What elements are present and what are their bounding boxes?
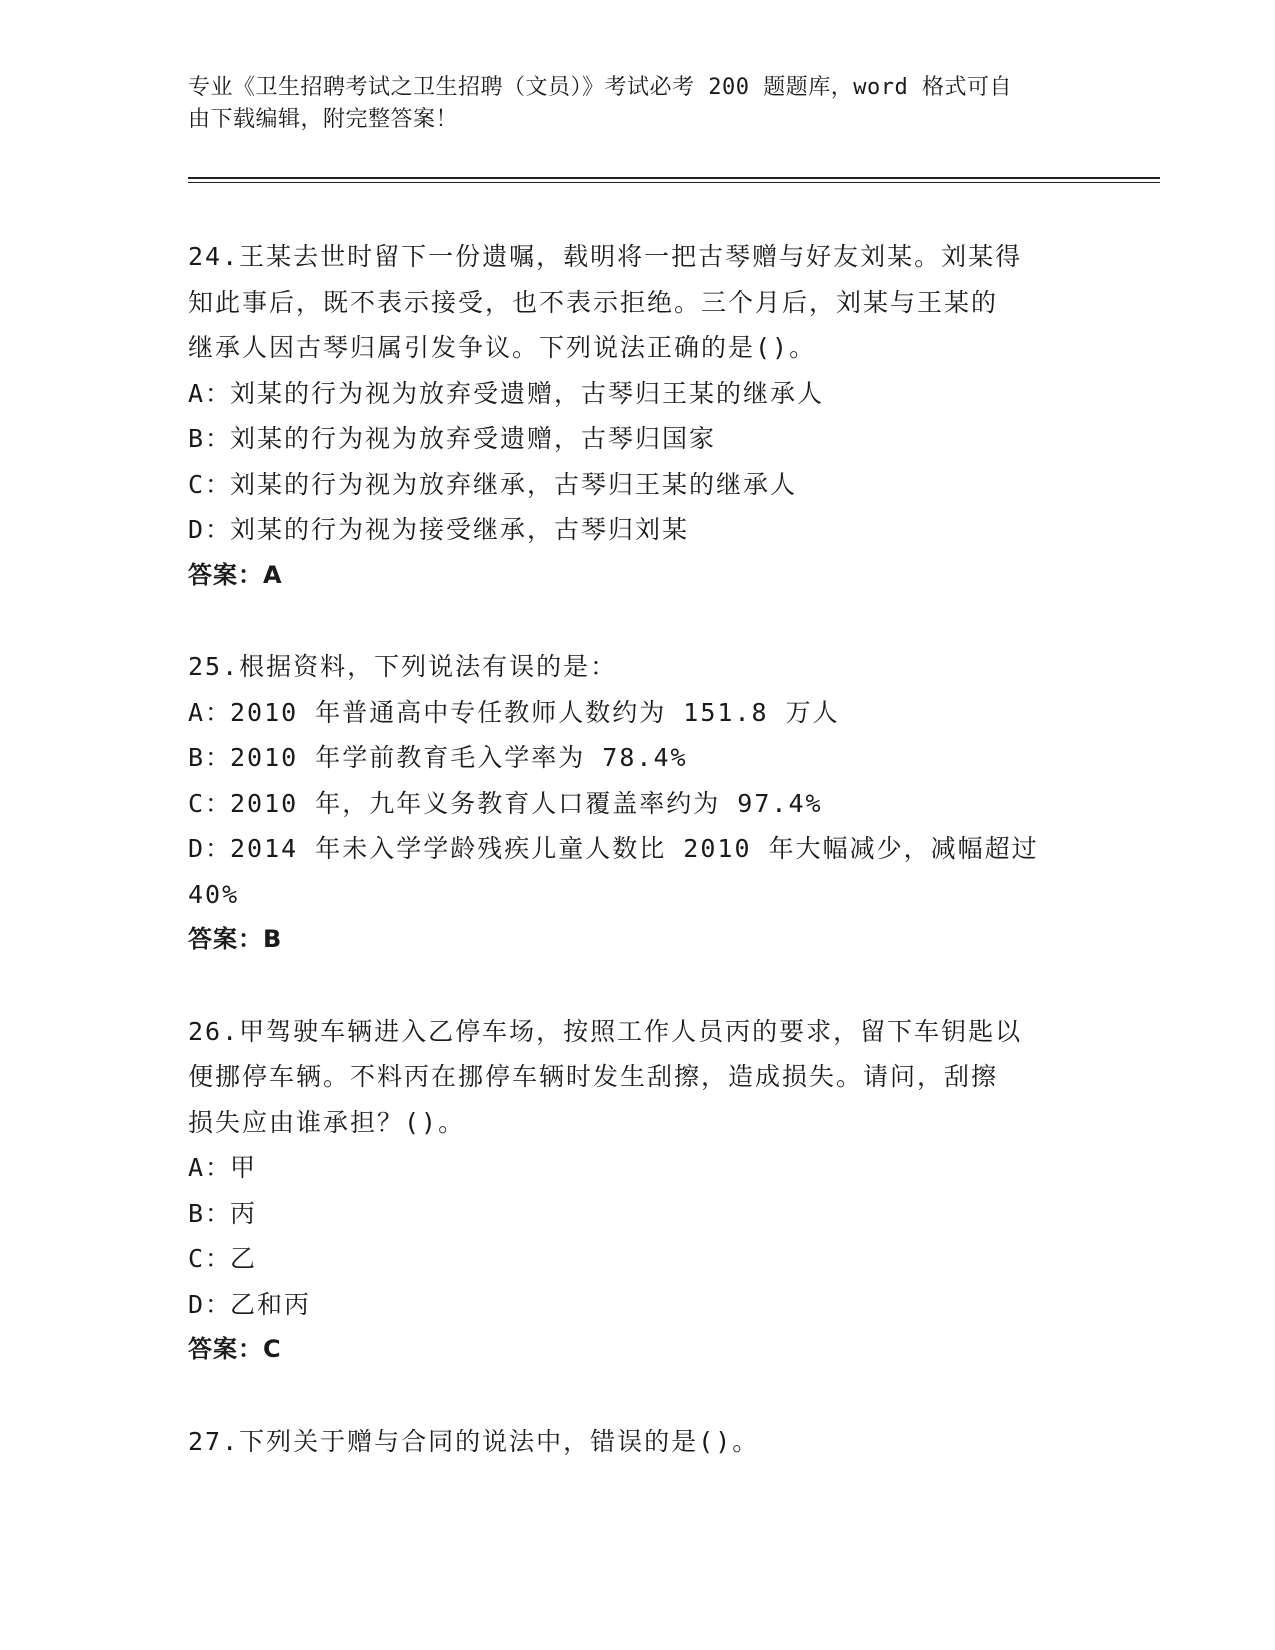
header-divider-thin bbox=[188, 182, 1160, 183]
option-text: 乙 bbox=[230, 1244, 258, 1273]
option-b bbox=[188, 1191, 1088, 1237]
option-letter: D： bbox=[188, 1289, 233, 1319]
option-text: 刘某的行为视为放弃受遗赠，古琴归国家 bbox=[230, 424, 717, 453]
question-26 bbox=[188, 1009, 1088, 1373]
option-letter: D： bbox=[188, 834, 233, 863]
option-text: 2010 年普通高中专任教师人数约为 151.8 万人 bbox=[230, 697, 840, 727]
option-d-continuation: 40% bbox=[188, 879, 240, 909]
answer-line: 答案：A bbox=[188, 560, 283, 589]
option-text: 甲 bbox=[230, 1153, 258, 1182]
option-letter: A： bbox=[188, 1153, 233, 1182]
document-header bbox=[188, 72, 1068, 136]
option-a bbox=[188, 371, 1088, 417]
header-line-1: 专业《卫生招聘考试之卫生招聘（文员）》考试必考 200 题题库，word 格式可自 bbox=[188, 75, 1012, 100]
option-text: 2010 年，九年义务教育人口覆盖率约为 97.4% bbox=[230, 788, 823, 818]
header-line-2: 由下载编辑，附完整答案！ bbox=[188, 107, 459, 132]
option-c bbox=[188, 462, 1088, 508]
question-text-line: 知此事后，既不表示接受，也不表示拒绝。三个月后，刘某与王某的 bbox=[188, 287, 999, 317]
question-text-line: 继承人因古琴归属引发争议。下列说法正确的是()。 bbox=[188, 333, 817, 362]
option-c bbox=[188, 1236, 1088, 1282]
option-letter: B： bbox=[188, 424, 233, 453]
option-text: 刘某的行为视为放弃受遗赠，古琴归王某的继承人 bbox=[230, 378, 825, 408]
answer-line: 答案：B bbox=[188, 925, 283, 953]
option-a bbox=[188, 690, 1088, 736]
option-letter: B： bbox=[188, 1198, 233, 1228]
option-text: 刘某的行为视为接受继承，古琴归刘某 bbox=[230, 515, 690, 544]
option-letter: C： bbox=[188, 1244, 233, 1273]
option-b bbox=[188, 416, 1088, 462]
question-24 bbox=[188, 234, 1088, 598]
option-text: 2010 年学前教育毛入学率为 78.4% bbox=[230, 743, 688, 772]
option-text: 丙 bbox=[230, 1198, 258, 1228]
option-letter: C： bbox=[188, 469, 233, 499]
answer-line: 答案：C bbox=[188, 1335, 282, 1363]
option-c bbox=[188, 781, 1088, 827]
option-text: 刘某的行为视为放弃继承，古琴归王某的继承人 bbox=[230, 469, 798, 499]
option-letter: B： bbox=[188, 743, 233, 772]
question-25 bbox=[188, 644, 1088, 963]
question-list bbox=[188, 234, 1088, 1510]
option-letter: A： bbox=[188, 378, 233, 408]
question-text-line: 26.甲驾驶车辆进入乙停车场，按照工作人员丙的要求，留下车钥匙以 bbox=[188, 1016, 1023, 1046]
question-27 bbox=[188, 1419, 1088, 1465]
option-b bbox=[188, 735, 1088, 781]
question-text-line: 损失应由谁承担？()。 bbox=[188, 1107, 466, 1137]
option-a bbox=[188, 1145, 1088, 1191]
option-letter: C： bbox=[188, 788, 233, 818]
question-text-line: 24.王某去世时留下一份遗嘱，载明将一把古琴赠与好友刘某。刘某得 bbox=[188, 242, 1023, 271]
question-text-line: 27.下列关于赠与合同的说法中，错误的是()。 bbox=[188, 1426, 760, 1456]
option-d bbox=[188, 507, 1088, 553]
question-text-line: 25.根据资料，下列说法有误的是： bbox=[188, 652, 618, 681]
option-text: 乙和丙 bbox=[230, 1289, 312, 1319]
header-divider-thick bbox=[188, 177, 1160, 179]
option-d bbox=[188, 826, 1088, 872]
option-text: 2014 年未入学学龄残疾儿童人数比 2010 年大幅减少，减幅超过 bbox=[230, 834, 1039, 863]
option-letter: D： bbox=[188, 515, 233, 544]
option-d bbox=[188, 1282, 1088, 1328]
option-letter: A： bbox=[188, 697, 233, 727]
question-text-line: 便挪停车辆。不料丙在挪停车辆时发生刮擦，造成损失。请问，刮擦 bbox=[188, 1062, 999, 1091]
